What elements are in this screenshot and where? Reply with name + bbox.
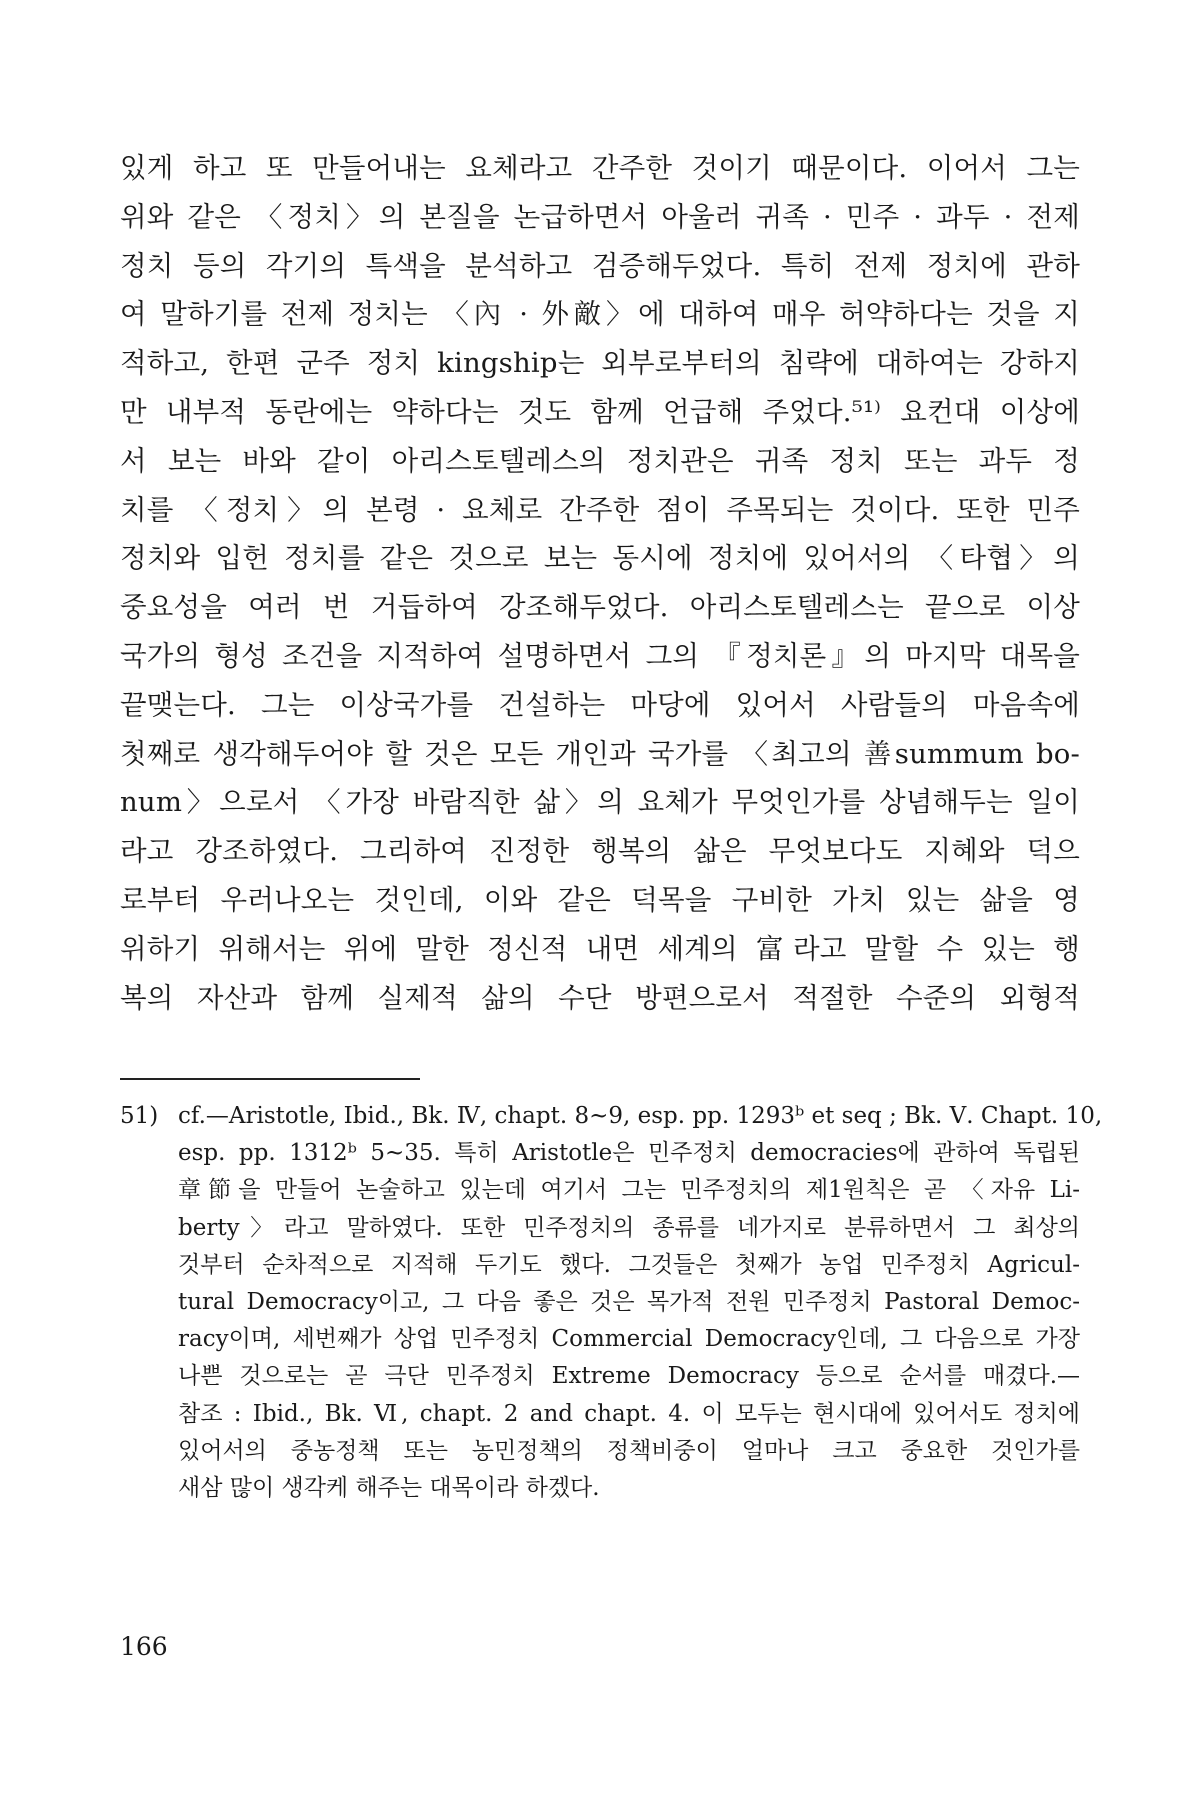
text-line: 여 말하기를 전제 정치는 〈內 · 外敵〉에 대하여 매우 허약하다는 것을 지	[120, 298, 1080, 331]
footnote-line: 있어서의 중농정책 또는 농민정책의 정책비중이 얼마나 크고 중요한 것인가를	[178, 1437, 1080, 1464]
text-line	[120, 1022, 1080, 1071]
text-line: 서 보는 바와 같이 아리스토텔레스의 정치관은 귀족 정치 또는 과두 정	[120, 444, 1080, 477]
footnote-line: 章節을 만들어 논술하고 있는데 여기서 그는 민주정치의 제1원칙은 곧 〈자유 Li-	[178, 1177, 1080, 1204]
footnote-text: cf.—Aristotle, Ibid., Bk. Ⅳ, chapt. 8~9, esp. pp. 1293ᵇ et seq ; Bk. Ⅴ. Chapt. 10,	[178, 1103, 1103, 1129]
text-line: 적하고, 한편 군주 정치 kingship는 외부로부터의 침략에 대하여는 강하지	[120, 347, 1080, 380]
text-line: 끝맺는다. 그는 이상국가를 건설하는 마당에 있어서 사람들의 마음속에	[120, 688, 1080, 721]
text-line: 중요성을 여러 번 거듭하여 강조해두었다. 아리스토텔레스는 끝으로 이상	[120, 591, 1080, 624]
main-text	[120, 144, 1080, 1071]
footnote-line: racy이며, 세번째가 상업 민주정치 Commercial Democracy인데, 그 다음으로 가장	[178, 1326, 1080, 1353]
footnote-number: 51)	[120, 1103, 159, 1129]
text-line: 국가의 형성 조건을 지적하여 설명하면서 그의 『정치론』의 마지막 대목을	[120, 639, 1080, 672]
footnote-line: 나쁜 것으로는 곧 극단 민주정치 Extreme Democracy 등으로 순서를 매겼다.—	[178, 1363, 1080, 1390]
footnote-line	[120, 1098, 1103, 1135]
footnote-divider	[120, 1078, 420, 1080]
text-line: 복의 자산과 함께 실제적 삶의 수단 방편으로서 적절한 수준의 외형적	[120, 981, 1080, 1014]
footnote-line: 새삼 많이 생각케 해주는 대목이라 하겠다.	[178, 1474, 600, 1501]
page-number: 166	[120, 1632, 168, 1661]
footnote-line: tural Democracy이고, 그 다음 좋은 것은 목가적 전원 민주정치 Pastoral Democ-	[178, 1288, 1080, 1315]
text-line: 정치와 입헌 정치를 같은 것으로 보는 동시에 정치에 있어서의 〈타협〉의	[120, 542, 1080, 575]
footnotes	[120, 1098, 1103, 1507]
text-line: 위와 같은 〈정치〉의 본질을 논급하면서 아울러 귀족 · 민주 · 과두 · 전제	[120, 200, 1080, 233]
footnote-line: 것부터 순차적으로 지적해 두기도 했다. 그것들은 첫째가 농업 민주정치 Agricul-	[178, 1251, 1080, 1278]
text-line: 정치 등의 각기의 특색을 분석하고 검증해두었다. 특히 전제 정치에 관하	[120, 249, 1080, 282]
footnote-line: berty〉라고 말하였다. 또한 민주정치의 종류를 네가지로 분류하면서 그 최상의	[178, 1214, 1080, 1241]
text-line: 있게 하고 또 만들어내는 요체라고 간주한 것이기 때문이다. 이어서 그는	[120, 152, 1080, 184]
text-line: num〉으로서 〈가장 바람직한 삶〉의 요체가 무엇인가를 상념해두는 일이	[120, 786, 1080, 819]
text-line: 위하기 위해서는 위에 말한 정신적 내면 세계의 富라고 말할 수 있는 행	[120, 932, 1080, 965]
footnote-line: esp. pp. 1312ᵇ 5~35. 특히 Aristotle은 민주정치 democracies에 관하여 독립된	[178, 1140, 1080, 1167]
text-line: 치를 〈정치〉의 본령 · 요체로 간주한 점이 주목되는 것이다. 또한 민주	[120, 493, 1080, 526]
text-line: 로부터 우러나오는 것인데, 이와 같은 덕목을 구비한 가치 있는 삶을 영	[120, 883, 1080, 916]
text-line: 라고 강조하였다. 그리하여 진정한 행복의 삶은 무엇보다도 지혜와 덕으	[120, 835, 1080, 868]
footnote-line: 참조 : Ibid., Bk. Ⅵ, chapt. 2 and chapt. 4. 이 모두는 현시대에 있어서도 정치에	[178, 1400, 1080, 1427]
text-line: 만 내부적 동란에는 약하다는 것도 함께 언급해 주었다.⁵¹⁾ 요컨대 이상에	[120, 395, 1080, 428]
text-line: 첫째로 생각해두어야 할 것은 모든 개인과 국가를 〈최고의 善summum bo-	[120, 737, 1080, 770]
